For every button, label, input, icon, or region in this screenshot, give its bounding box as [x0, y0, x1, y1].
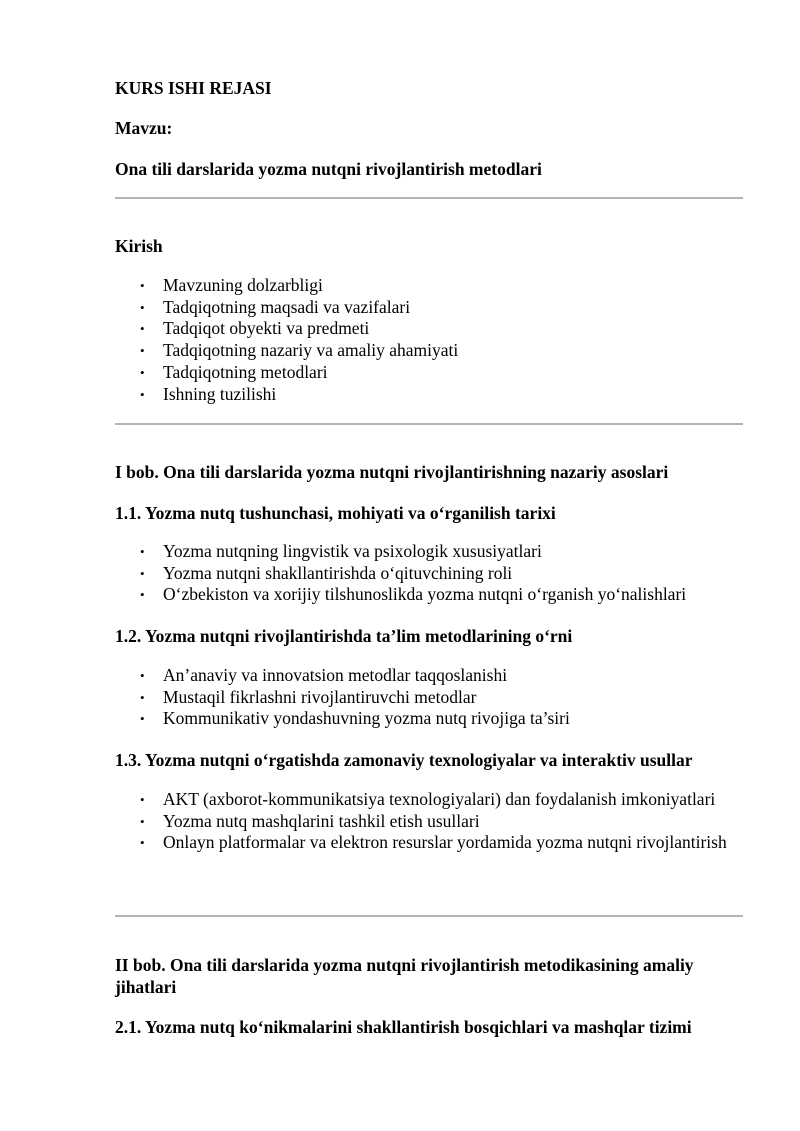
mavzu-label: Mavzu: — [115, 118, 173, 138]
bullet-icon: • — [140, 835, 145, 851]
divider — [115, 423, 743, 425]
bullet-icon: • — [140, 565, 145, 581]
bullet-icon: • — [140, 386, 145, 402]
list-item: • Ishning tuzilishi — [140, 383, 277, 404]
section-1-1-list — [115, 541, 743, 606]
list-item: • An’anaviy va innovatsion metodlar taqqoslanishi — [140, 665, 508, 685]
list-item: • Tadqiqotning metodlari — [140, 361, 328, 382]
section-1-1-heading: 1.1. Yozma nutq tushunchasi, mohiyati va o‘rganilish tarixi — [115, 503, 556, 523]
intro-list — [115, 275, 743, 405]
chapter-2-heading: II bob. Ona tili darslarida yozma nutqni rivojlantirish metodikasining amaliy jihatlari — [115, 955, 694, 997]
bullet-icon: • — [140, 343, 145, 359]
bullet-icon: • — [140, 711, 145, 727]
bullet-icon: • — [140, 792, 145, 807]
list-item: • Mustaqil fikrlashni rivojlantiruvchi metodlar — [140, 686, 477, 707]
document-title: KURS ISHI REJASI — [115, 78, 272, 98]
divider — [115, 197, 743, 199]
chapter-1-heading: I bob. Ona tili darslarida yozma nutqni rivojlantirishning nazariy asoslari — [115, 462, 669, 482]
list-item: • Mavzuning dolzarbligi — [140, 275, 323, 295]
list-item: • Yozma nutq mashqlarini tashkil etish usullari — [140, 810, 480, 831]
bullet-icon: • — [140, 364, 145, 380]
list-item: • Yozma nutqning lingvistik va psixologik xususiyatlari — [140, 541, 542, 561]
intro-heading: Kirish — [115, 236, 163, 256]
list-item: • Tadqiqotning nazariy va amaliy ahamiyati — [140, 340, 459, 361]
topic-title: Ona tili darslarida yozma nutqni rivojlantirish metodlari — [115, 159, 542, 179]
bullet-icon: • — [140, 299, 145, 315]
list-item: • Tadqiqot obyekti va predmeti — [140, 318, 370, 339]
list-item: • O‘zbekiston va xorijiy tilshunoslikda yozma nutqni o‘rganish yo‘nalishlari — [140, 584, 687, 605]
bullet-icon: • — [140, 544, 145, 559]
section-1-2-list — [115, 665, 743, 730]
bullet-icon: • — [140, 278, 145, 293]
section-1-3-list — [115, 789, 743, 854]
list-item: • Tadqiqotning maqsadi va vazifalari — [140, 296, 411, 317]
list-item: • Onlayn platformalar va elektron resurslar yordamida yozma nutqni rivojlantirish — [140, 832, 727, 853]
list-item: • Kommunikativ yondashuvning yozma nutq rivojiga ta’siri — [140, 708, 570, 729]
section-1-2-heading: 1.2. Yozma nutqni rivojlantirishda ta’lim metodlarining o‘rni — [115, 626, 573, 646]
divider — [115, 915, 743, 917]
list-item: • Yozma nutqni shakllantirishda o‘qituvchining roli — [140, 562, 513, 583]
bullet-icon: • — [140, 668, 145, 683]
bullet-icon: • — [140, 689, 145, 705]
list-item: • AKT (axborot-kommunikatsiya texnologiyalari) dan foydalanish imkoniyatlari — [140, 789, 716, 809]
bullet-icon: • — [140, 813, 145, 829]
section-1-3-heading: 1.3. Yozma nutqni o‘rgatishda zamonaviy texnologiyalar va interaktiv usullar — [115, 750, 693, 770]
bullet-icon: • — [140, 587, 145, 603]
section-2-1-heading: 2.1. Yozma nutq ko‘nikmalarini shakllantirish bosqichlari va mashqlar tizimi — [115, 1017, 692, 1037]
bullet-icon: • — [140, 321, 145, 337]
